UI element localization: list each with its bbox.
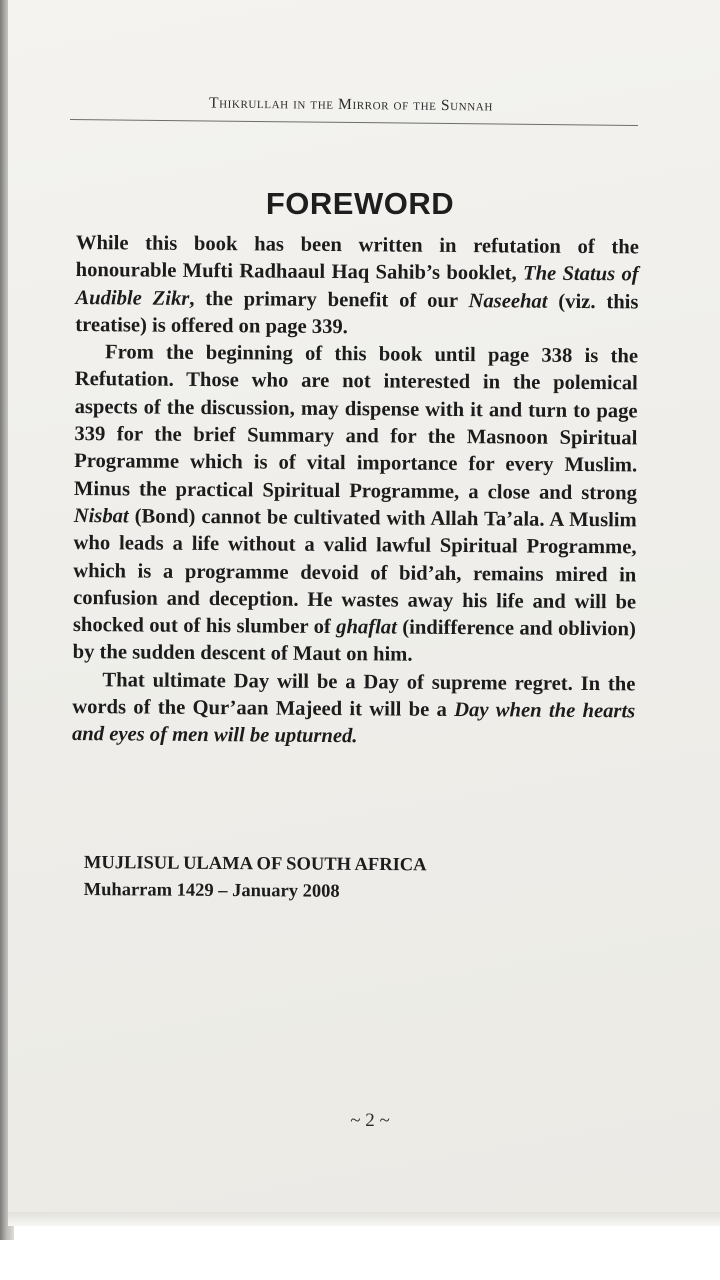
booklet-title: The Status of Audible Zikr bbox=[75, 262, 639, 310]
signature-date: Muharram 1429 – January 2008 bbox=[83, 879, 340, 902]
page-bottom-edge bbox=[8, 1212, 720, 1226]
naseehat-term: Naseehat bbox=[468, 289, 548, 313]
paragraph-3-text-1: That ultimate Day will be a Day of supreme regret. In the words of the Qur’aan Majeed it will be a bbox=[72, 668, 636, 722]
paragraph-1 bbox=[75, 230, 639, 344]
page-title: FOREWORD bbox=[265, 186, 455, 221]
paragraph-1-text-2: , the primary benefit of our bbox=[189, 287, 469, 312]
page-number: ~ 2 ~ bbox=[350, 1110, 390, 1131]
paragraph-1-text-1: While this book has been written in refutation of the honourable Mufti Radhaaul Haq Sahib’s booklet, bbox=[75, 231, 639, 285]
paragraph-1-text-3: (viz. this treatise) is offered on page 339. bbox=[75, 290, 639, 339]
ghaflat-term: ghaflat bbox=[336, 616, 397, 639]
paragraph-2-text-1: From the beginning of this book until page 338 is the Refutation. Those who are not interested in the polemical aspects of the discussion, may dispense with it and turn to page 339 for the brief Summary and for the Masnoon Spiritual Programme which is of vital importance for every Muslim. Minus the practical Spiritual Programme, a close and strong bbox=[73, 341, 639, 505]
signature-organization: MUJLISUL ULAMA OF SOUTH AFRICA bbox=[83, 852, 427, 876]
paragraph-2 bbox=[73, 339, 639, 671]
nisbat-term: Nisbat bbox=[73, 504, 129, 528]
paragraph-2-text-2: (Bond) cannot be cultivated with Allah Ta’ala. A Muslim who leads a life without a valid lawful Spiritual Programme, which is a programme devoid of bid’ah, remains mired in confusion and deception. He wastes away his life and will be shocked out of his slumber of bbox=[72, 505, 637, 639]
paragraph-2-text-3: (indifference and oblivion) by the sudden descent of Maut on him. bbox=[72, 616, 636, 667]
signature-block bbox=[84, 850, 644, 908]
running-header: Thikrullah in the Mirror of the Sunnah bbox=[208, 94, 494, 115]
paragraph-3 bbox=[72, 667, 636, 753]
quran-quote: Day when the hearts and eyes of men will be upturned. bbox=[71, 699, 636, 748]
foreword-body bbox=[72, 230, 639, 753]
